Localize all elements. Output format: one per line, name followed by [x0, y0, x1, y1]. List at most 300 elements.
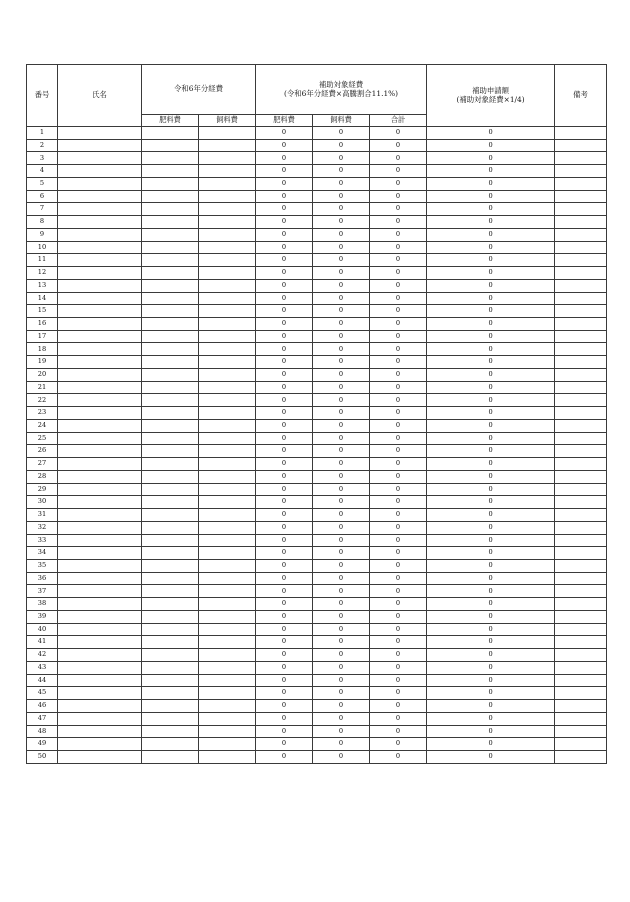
table-row: [27, 509, 607, 522]
cell-r6-feed[interactable]: [199, 394, 256, 407]
cell-name[interactable]: [58, 687, 142, 700]
cell-name[interactable]: [58, 394, 142, 407]
cell-name[interactable]: [58, 241, 142, 254]
cell-target-feed: 0: [313, 687, 370, 700]
cell-target-total: 0: [370, 585, 427, 598]
cell-number: 48: [27, 725, 58, 738]
cell-application-amount: 0: [427, 292, 555, 305]
cell-remarks[interactable]: [555, 547, 607, 560]
cell-application-amount: 0: [427, 674, 555, 687]
cell-target-total: 0: [370, 330, 427, 343]
cell-name[interactable]: [58, 407, 142, 420]
cell-r6-fertilizer[interactable]: [142, 636, 199, 649]
cell-r6-fertilizer[interactable]: [142, 623, 199, 636]
table-row: [27, 534, 607, 547]
cell-number: 24: [27, 419, 58, 432]
cell-r6-fertilizer[interactable]: [142, 585, 199, 598]
cell-number: 20: [27, 368, 58, 381]
cell-name[interactable]: [58, 572, 142, 585]
cell-r6-feed[interactable]: [199, 559, 256, 572]
cell-application-amount: 0: [427, 509, 555, 522]
cell-target-total: 0: [370, 165, 427, 178]
cell-application-amount: 0: [427, 700, 555, 713]
cell-name[interactable]: [58, 152, 142, 165]
cell-r6-feed[interactable]: [199, 610, 256, 623]
cell-remarks[interactable]: [555, 139, 607, 152]
cell-r6-feed[interactable]: [199, 598, 256, 611]
cell-r6-feed[interactable]: [199, 381, 256, 394]
cell-target-total: 0: [370, 636, 427, 649]
cell-target-feed: 0: [313, 521, 370, 534]
cell-r6-fertilizer[interactable]: [142, 458, 199, 471]
cell-name[interactable]: [58, 547, 142, 560]
cell-target-fertilizer: 0: [256, 343, 313, 356]
cell-remarks[interactable]: [555, 458, 607, 471]
cell-name[interactable]: [58, 725, 142, 738]
cell-remarks[interactable]: [555, 725, 607, 738]
table-row: [27, 585, 607, 598]
cell-name[interactable]: [58, 318, 142, 331]
cell-remarks[interactable]: [555, 687, 607, 700]
cell-number: 27: [27, 458, 58, 471]
cell-remarks[interactable]: [555, 356, 607, 369]
cell-r6-fertilizer[interactable]: [142, 394, 199, 407]
cell-number: 50: [27, 750, 58, 763]
cell-remarks[interactable]: [555, 509, 607, 522]
cell-target-total: 0: [370, 216, 427, 229]
cell-target-feed: 0: [313, 738, 370, 751]
cell-remarks[interactable]: [555, 330, 607, 343]
cell-r6-fertilizer[interactable]: [142, 674, 199, 687]
cell-target-fertilizer: 0: [256, 547, 313, 560]
cell-r6-feed[interactable]: [199, 292, 256, 305]
cell-name[interactable]: [58, 738, 142, 751]
cell-application-amount: 0: [427, 598, 555, 611]
cell-name[interactable]: [58, 623, 142, 636]
cell-r6-fertilizer[interactable]: [142, 559, 199, 572]
cell-name[interactable]: [58, 610, 142, 623]
cell-target-fertilizer: 0: [256, 407, 313, 420]
table-row: [27, 687, 607, 700]
cell-name[interactable]: [58, 458, 142, 471]
cell-target-feed: 0: [313, 241, 370, 254]
header-subsidy-target-line1: 補助対象経費: [318, 79, 364, 89]
cell-r6-feed[interactable]: [199, 725, 256, 738]
cell-remarks[interactable]: [555, 585, 607, 598]
cell-r6-feed[interactable]: [199, 712, 256, 725]
cell-target-feed: 0: [313, 432, 370, 445]
cell-target-total: 0: [370, 572, 427, 585]
cell-r6-fertilizer[interactable]: [142, 139, 199, 152]
cell-name[interactable]: [58, 165, 142, 178]
cell-r6-fertilizer[interactable]: [142, 598, 199, 611]
cell-r6-fertilizer[interactable]: [142, 190, 199, 203]
table-row: [27, 661, 607, 674]
cell-r6-fertilizer[interactable]: [142, 305, 199, 318]
cell-r6-fertilizer[interactable]: [142, 203, 199, 216]
cell-remarks[interactable]: [555, 610, 607, 623]
cell-target-total: 0: [370, 623, 427, 636]
cell-target-total: 0: [370, 152, 427, 165]
cell-number: 4: [27, 165, 58, 178]
cell-target-total: 0: [370, 343, 427, 356]
cell-r6-feed[interactable]: [199, 368, 256, 381]
cell-target-total: 0: [370, 509, 427, 522]
cell-remarks[interactable]: [555, 738, 607, 751]
table-row: [27, 152, 607, 165]
cell-r6-fertilizer[interactable]: [142, 254, 199, 267]
cell-r6-feed[interactable]: [199, 228, 256, 241]
cell-remarks[interactable]: [555, 712, 607, 725]
cell-target-feed: 0: [313, 228, 370, 241]
cell-remarks[interactable]: [555, 496, 607, 509]
cell-name[interactable]: [58, 177, 142, 190]
cell-r6-feed[interactable]: [199, 407, 256, 420]
cell-r6-fertilizer[interactable]: [142, 483, 199, 496]
cell-r6-fertilizer[interactable]: [142, 712, 199, 725]
cell-remarks[interactable]: [555, 216, 607, 229]
cell-application-amount: 0: [427, 127, 555, 140]
cell-number: 23: [27, 407, 58, 420]
cell-name[interactable]: [58, 216, 142, 229]
cell-application-amount: 0: [427, 649, 555, 662]
cell-r6-fertilizer[interactable]: [142, 496, 199, 509]
cell-r6-fertilizer[interactable]: [142, 152, 199, 165]
cell-r6-feed[interactable]: [199, 636, 256, 649]
cell-r6-fertilizer[interactable]: [142, 127, 199, 140]
cell-remarks[interactable]: [555, 318, 607, 331]
cell-r6-fertilizer[interactable]: [142, 738, 199, 751]
cell-application-amount: 0: [427, 750, 555, 763]
cell-r6-fertilizer[interactable]: [142, 509, 199, 522]
cell-r6-feed[interactable]: [199, 534, 256, 547]
cell-name[interactable]: [58, 598, 142, 611]
cell-name[interactable]: [58, 750, 142, 763]
cell-number: 46: [27, 700, 58, 713]
cell-r6-feed[interactable]: [199, 547, 256, 560]
cell-number: 40: [27, 623, 58, 636]
cell-name[interactable]: [58, 267, 142, 280]
cell-r6-feed[interactable]: [199, 509, 256, 522]
cell-r6-fertilizer[interactable]: [142, 725, 199, 738]
cell-r6-fertilizer[interactable]: [142, 279, 199, 292]
cell-name[interactable]: [58, 483, 142, 496]
cell-remarks[interactable]: [555, 445, 607, 458]
cell-r6-fertilizer[interactable]: [142, 381, 199, 394]
cell-name[interactable]: [58, 419, 142, 432]
cell-name[interactable]: [58, 445, 142, 458]
cell-name[interactable]: [58, 228, 142, 241]
cell-remarks[interactable]: [555, 521, 607, 534]
cell-r6-fertilizer[interactable]: [142, 216, 199, 229]
cell-r6-feed[interactable]: [199, 152, 256, 165]
cell-number: 42: [27, 649, 58, 662]
cell-name[interactable]: [58, 432, 142, 445]
cell-target-feed: 0: [313, 139, 370, 152]
cell-r6-feed[interactable]: [199, 687, 256, 700]
cell-target-fertilizer: 0: [256, 649, 313, 662]
cell-remarks[interactable]: [555, 598, 607, 611]
table-row: [27, 559, 607, 572]
cell-r6-fertilizer[interactable]: [142, 228, 199, 241]
cell-application-amount: 0: [427, 521, 555, 534]
cell-remarks[interactable]: [555, 279, 607, 292]
cell-target-feed: 0: [313, 394, 370, 407]
cell-remarks[interactable]: [555, 203, 607, 216]
cell-r6-feed[interactable]: [199, 139, 256, 152]
cell-r6-fertilizer[interactable]: [142, 521, 199, 534]
cell-remarks[interactable]: [555, 419, 607, 432]
cell-remarks[interactable]: [555, 228, 607, 241]
cell-application-amount: 0: [427, 432, 555, 445]
cell-r6-fertilizer[interactable]: [142, 318, 199, 331]
cell-target-fertilizer: 0: [256, 585, 313, 598]
cell-r6-feed[interactable]: [199, 521, 256, 534]
cell-r6-feed[interactable]: [199, 419, 256, 432]
cell-name[interactable]: [58, 139, 142, 152]
cell-name[interactable]: [58, 343, 142, 356]
cell-r6-feed[interactable]: [199, 177, 256, 190]
cell-remarks[interactable]: [555, 267, 607, 280]
cell-remarks[interactable]: [555, 190, 607, 203]
cell-r6-feed[interactable]: [199, 700, 256, 713]
cell-r6-fertilizer[interactable]: [142, 267, 199, 280]
cell-remarks[interactable]: [555, 292, 607, 305]
cell-number: 41: [27, 636, 58, 649]
cell-r6-fertilizer[interactable]: [142, 534, 199, 547]
cell-r6-feed[interactable]: [199, 649, 256, 662]
cell-target-total: 0: [370, 305, 427, 318]
cell-target-total: 0: [370, 139, 427, 152]
cell-r6-fertilizer[interactable]: [142, 661, 199, 674]
cell-application-amount: 0: [427, 547, 555, 560]
cell-target-total: 0: [370, 241, 427, 254]
cell-remarks[interactable]: [555, 381, 607, 394]
cell-number: 34: [27, 547, 58, 560]
cell-r6-feed[interactable]: [199, 458, 256, 471]
cell-remarks[interactable]: [555, 305, 607, 318]
cell-r6-fertilizer[interactable]: [142, 750, 199, 763]
table-row: [27, 139, 607, 152]
cell-name[interactable]: [58, 585, 142, 598]
cell-r6-feed[interactable]: [199, 330, 256, 343]
cell-r6-feed[interactable]: [199, 432, 256, 445]
cell-r6-fertilizer[interactable]: [142, 177, 199, 190]
cell-target-fertilizer: 0: [256, 305, 313, 318]
header-subsidy-target: [256, 65, 427, 115]
cell-r6-feed[interactable]: [199, 216, 256, 229]
cell-remarks[interactable]: [555, 254, 607, 267]
cell-r6-fertilizer[interactable]: [142, 547, 199, 560]
cell-r6-fertilizer[interactable]: [142, 445, 199, 458]
cell-r6-fertilizer[interactable]: [142, 572, 199, 585]
cell-r6-feed[interactable]: [199, 190, 256, 203]
cell-r6-feed[interactable]: [199, 738, 256, 751]
cell-name[interactable]: [58, 496, 142, 509]
cell-r6-feed[interactable]: [199, 241, 256, 254]
cell-target-fertilizer: 0: [256, 712, 313, 725]
cell-number: 14: [27, 292, 58, 305]
table-row: [27, 445, 607, 458]
subheader-r6-fertilizer: 肥料費: [142, 115, 199, 127]
table-row: [27, 610, 607, 623]
cell-r6-feed[interactable]: [199, 254, 256, 267]
cell-r6-feed[interactable]: [199, 267, 256, 280]
cell-r6-fertilizer[interactable]: [142, 343, 199, 356]
cell-name[interactable]: [58, 305, 142, 318]
cell-remarks[interactable]: [555, 649, 607, 662]
cell-name[interactable]: [58, 636, 142, 649]
cell-remarks[interactable]: [555, 343, 607, 356]
cell-target-total: 0: [370, 547, 427, 560]
cell-r6-fertilizer[interactable]: [142, 407, 199, 420]
cell-name[interactable]: [58, 330, 142, 343]
cell-name[interactable]: [58, 254, 142, 267]
cell-r6-fertilizer[interactable]: [142, 356, 199, 369]
cell-remarks[interactable]: [555, 432, 607, 445]
cell-application-amount: 0: [427, 585, 555, 598]
cell-name[interactable]: [58, 292, 142, 305]
cell-name[interactable]: [58, 127, 142, 140]
cell-name[interactable]: [58, 203, 142, 216]
cell-r6-feed[interactable]: [199, 343, 256, 356]
cell-name[interactable]: [58, 368, 142, 381]
cell-r6-feed[interactable]: [199, 318, 256, 331]
cell-target-total: 0: [370, 649, 427, 662]
cell-target-fertilizer: 0: [256, 496, 313, 509]
cell-remarks[interactable]: [555, 407, 607, 420]
subheader-r6-feed: 飼料費: [199, 115, 256, 127]
cell-remarks[interactable]: [555, 661, 607, 674]
cell-name[interactable]: [58, 509, 142, 522]
cell-r6-feed[interactable]: [199, 496, 256, 509]
cell-r6-feed[interactable]: [199, 470, 256, 483]
table-row: [27, 700, 607, 713]
cell-name[interactable]: [58, 381, 142, 394]
cell-r6-feed[interactable]: [199, 356, 256, 369]
cell-r6-feed[interactable]: [199, 483, 256, 496]
cell-target-fertilizer: 0: [256, 509, 313, 522]
cell-target-feed: 0: [313, 203, 370, 216]
cell-name[interactable]: [58, 534, 142, 547]
cell-r6-feed[interactable]: [199, 750, 256, 763]
cell-r6-feed[interactable]: [199, 279, 256, 292]
cell-r6-feed[interactable]: [199, 127, 256, 140]
table-row: [27, 547, 607, 560]
cell-remarks[interactable]: [555, 623, 607, 636]
header-number: 番号: [27, 65, 58, 127]
cell-target-fertilizer: 0: [256, 318, 313, 331]
cell-application-amount: 0: [427, 267, 555, 280]
cell-name[interactable]: [58, 674, 142, 687]
cell-remarks[interactable]: [555, 177, 607, 190]
cell-target-total: 0: [370, 750, 427, 763]
cell-target-total: 0: [370, 356, 427, 369]
cell-r6-feed[interactable]: [199, 203, 256, 216]
cell-name[interactable]: [58, 559, 142, 572]
cell-remarks[interactable]: [555, 241, 607, 254]
cell-number: 10: [27, 241, 58, 254]
cell-r6-fertilizer[interactable]: [142, 419, 199, 432]
cell-target-feed: 0: [313, 177, 370, 190]
cell-r6-feed[interactable]: [199, 305, 256, 318]
table-row: [27, 649, 607, 662]
cell-application-amount: 0: [427, 725, 555, 738]
cell-r6-feed[interactable]: [199, 445, 256, 458]
cell-target-feed: 0: [313, 343, 370, 356]
cell-application-amount: 0: [427, 572, 555, 585]
cell-r6-feed[interactable]: [199, 165, 256, 178]
cell-number: 35: [27, 559, 58, 572]
cell-r6-fertilizer[interactable]: [142, 649, 199, 662]
cell-name[interactable]: [58, 521, 142, 534]
cell-name[interactable]: [58, 712, 142, 725]
cell-target-feed: 0: [313, 407, 370, 420]
cell-target-total: 0: [370, 419, 427, 432]
cell-name[interactable]: [58, 661, 142, 674]
cell-remarks[interactable]: [555, 700, 607, 713]
cell-name[interactable]: [58, 279, 142, 292]
cell-r6-fertilizer[interactable]: [142, 165, 199, 178]
cell-r6-fertilizer[interactable]: [142, 292, 199, 305]
cell-r6-feed[interactable]: [199, 623, 256, 636]
cell-target-feed: 0: [313, 127, 370, 140]
cell-r6-feed[interactable]: [199, 674, 256, 687]
cell-r6-fertilizer[interactable]: [142, 700, 199, 713]
cell-remarks[interactable]: [555, 674, 607, 687]
table-row: [27, 318, 607, 331]
cell-r6-fertilizer[interactable]: [142, 368, 199, 381]
cell-remarks[interactable]: [555, 534, 607, 547]
cell-application-amount: 0: [427, 356, 555, 369]
cell-r6-feed[interactable]: [199, 585, 256, 598]
cell-application-amount: 0: [427, 610, 555, 623]
cell-name[interactable]: [58, 356, 142, 369]
cell-remarks[interactable]: [555, 394, 607, 407]
cell-remarks[interactable]: [555, 152, 607, 165]
cell-r6-feed[interactable]: [199, 572, 256, 585]
cell-r6-feed[interactable]: [199, 661, 256, 674]
cell-name[interactable]: [58, 649, 142, 662]
cell-remarks[interactable]: [555, 165, 607, 178]
cell-remarks[interactable]: [555, 483, 607, 496]
cell-target-fertilizer: 0: [256, 368, 313, 381]
cell-remarks[interactable]: [555, 470, 607, 483]
cell-target-feed: 0: [313, 165, 370, 178]
cell-remarks[interactable]: [555, 559, 607, 572]
cell-name[interactable]: [58, 470, 142, 483]
cell-number: 12: [27, 267, 58, 280]
cell-name[interactable]: [58, 700, 142, 713]
cell-r6-fertilizer[interactable]: [142, 330, 199, 343]
table-row: [27, 356, 607, 369]
cell-r6-fertilizer[interactable]: [142, 687, 199, 700]
cell-name[interactable]: [58, 190, 142, 203]
cell-target-total: 0: [370, 725, 427, 738]
cell-r6-fertilizer[interactable]: [142, 432, 199, 445]
cell-remarks[interactable]: [555, 368, 607, 381]
cell-remarks[interactable]: [555, 572, 607, 585]
cell-remarks[interactable]: [555, 127, 607, 140]
cell-remarks[interactable]: [555, 750, 607, 763]
cell-r6-fertilizer[interactable]: [142, 241, 199, 254]
cell-remarks[interactable]: [555, 636, 607, 649]
cell-target-fertilizer: 0: [256, 381, 313, 394]
cell-target-feed: 0: [313, 712, 370, 725]
cell-r6-fertilizer[interactable]: [142, 470, 199, 483]
cell-target-total: 0: [370, 228, 427, 241]
cell-r6-fertilizer[interactable]: [142, 610, 199, 623]
